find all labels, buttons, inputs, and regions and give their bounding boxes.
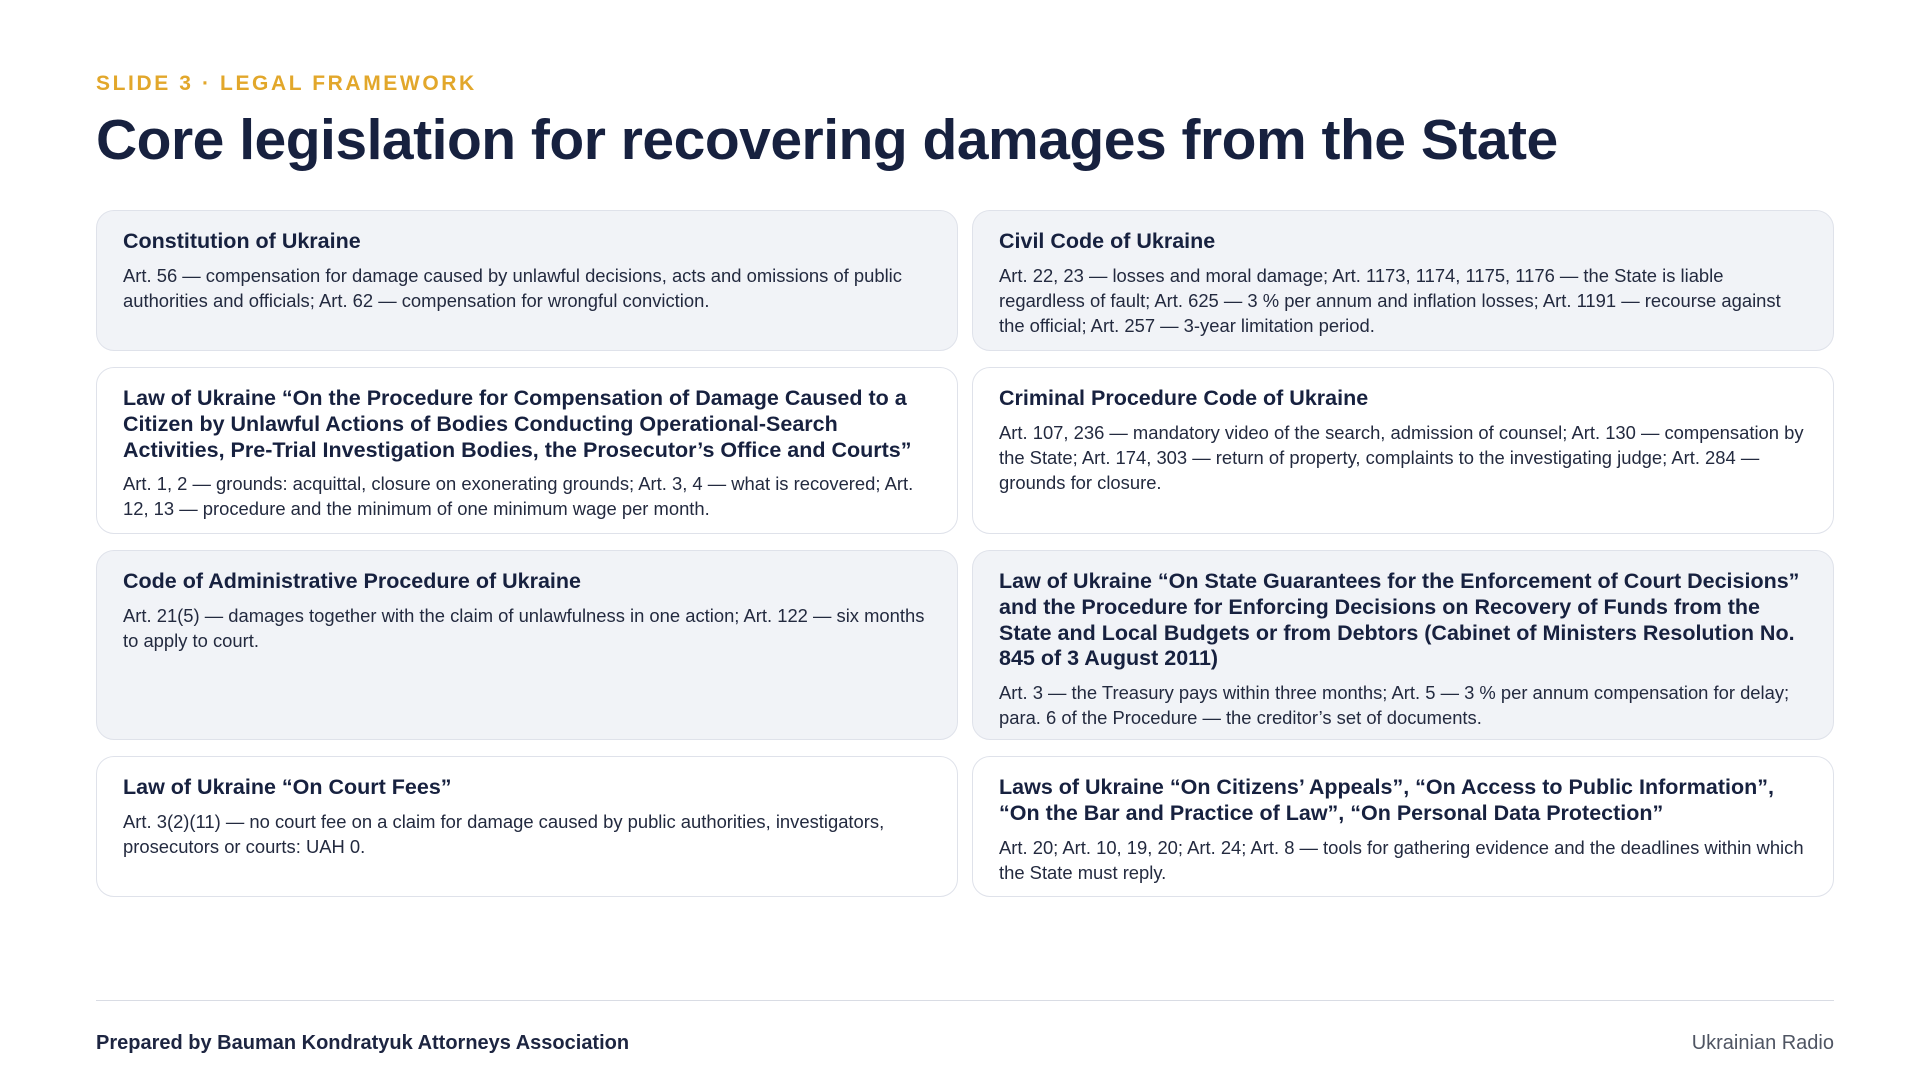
card-title: Code of Administrative Procedure of Ukraine <box>123 569 581 593</box>
card-text: Art. 56 — compensation for damage caused by unlawful decisions, acts and omissions of public authorities and officials; Art. 62 — compensation for wrongful conviction. <box>123 264 902 311</box>
card-text: Art. 1, 2 — grounds: acquittal, closure on exonerating grounds; Art. 3, 4 — what is recovered; Art. 12, 13 — procedure and the minimum of one minimum wage per month. <box>123 473 914 520</box>
footer-divider <box>96 1000 1834 1001</box>
slide-title: Core legislation for recovering damages from the State <box>96 108 1558 172</box>
footer-source: Ukrainian Radio <box>1691 1032 1834 1054</box>
card-evidence-laws <box>972 756 1834 897</box>
card-text: Art. 20; Art. 10, 19, 20; Art. 24; Art. 8 — tools for gathering evidence and the deadlines within which the State must reply. <box>999 836 1804 883</box>
card-title: Civil Code of Ukraine <box>999 229 1216 253</box>
card-text: Art. 107, 236 — mandatory video of the search, admission of counsel; Art. 130 — compensation by the State; Art. 174, 303 — return of property, complaints to the investigating judge; Art. 284 — grounds for closure. <box>999 421 1804 493</box>
card-text: Art. 21(5) — damages together with the claim of unlawfulness in one action; Art. 122 — six months to apply to court. <box>123 604 925 651</box>
card-title: Law of Ukraine “On Court Fees” <box>123 775 452 799</box>
legislation-grid <box>96 210 1834 897</box>
card-title: Criminal Procedure Code of Ukraine <box>999 386 1369 410</box>
card-title: Laws of Ukraine “On Citizens’ Appeals”, “On Access to Public Information”, “On the Bar and Practice of Law”, “On Personal Data Protection” <box>999 775 1774 825</box>
card-text: Art. 3(2)(11) — no court fee on a claim for damage caused by public authorities, investigators, prosecutors or courts: UAH 0. <box>123 810 885 857</box>
card-constitution <box>96 210 958 351</box>
card-title: Constitution of Ukraine <box>123 229 361 253</box>
card-civil-code <box>972 210 1834 351</box>
card-title: Law of Ukraine “On the Procedure for Compensation of Damage Caused to a Citizen by Unlawful Actions of Bodies Conducting Operational-Search Activities, Pre-Trial Investigation Bodies, the Prosecutor’s Office and Courts” <box>123 386 912 462</box>
card-state-guarantees-law <box>972 550 1834 740</box>
card-compensation-law <box>96 367 958 534</box>
card-criminal-procedure-code <box>972 367 1834 534</box>
card-text: Art. 3 — the Treasury pays within three months; Art. 5 — 3 % per annum compensation for delay; para. 6 of the Procedure — the creditor’s set of documents. <box>999 682 1790 729</box>
footer-prepared-by: Prepared by Bauman Kondratyuk Attorneys Association <box>96 1032 630 1054</box>
card-administrative-procedure-code <box>96 550 958 740</box>
card-title: Law of Ukraine “On State Guarantees for the Enforcement of Court Decisions” and the Procedure for Enforcing Decisions on Recovery of Funds from the State and Local Budgets or from Debtors (Cabinet of Ministers Resolution No. 845 of 3 August 2011) <box>999 569 1800 671</box>
card-court-fees-law <box>96 756 958 897</box>
card-text: Art. 22, 23 — losses and moral damage; Art. 1173, 1174, 1175, 1176 — the State is liable regardless of fault; Art. 625 — 3 % per annum and inflation losses; Art. 1191 — recourse against the official; Art. 257 — 3-year limitation period. <box>999 264 1781 336</box>
slide-eyebrow: SLIDE 3 · LEGAL FRAMEWORK <box>96 72 477 95</box>
